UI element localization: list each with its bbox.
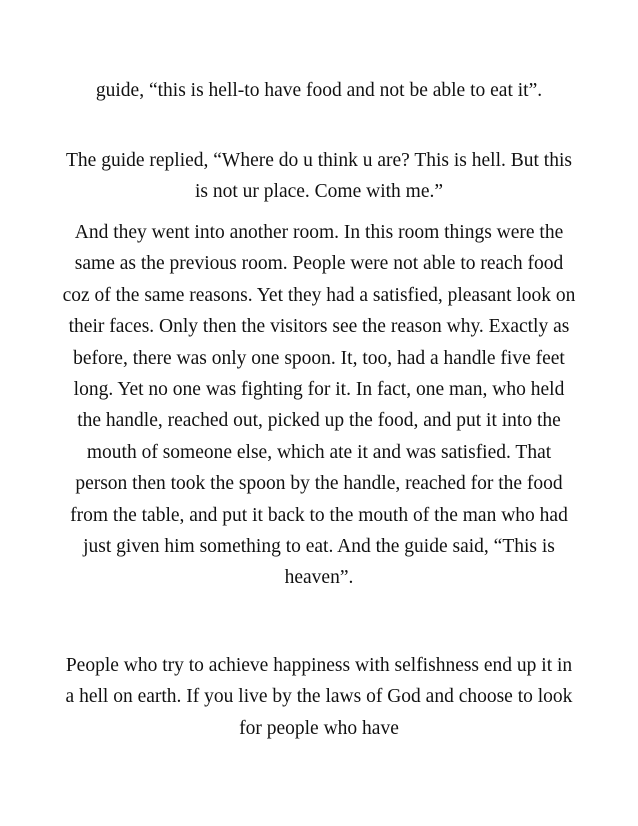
paragraph-heaven-room: And they went into another room. In this room things were the same as the previous room. People were not able to reach food coz of the same reasons. Yet they had a satisfied, pleasant look on their faces. Only then the visitors see the reason why. Exactly as before, there was only one spoon. It, too, had a handle five feet long. Yet no one was fighting for it. In fact, one man, who held the handle, reached out, picked up the food, and put it into the mouth of someone else, which ate it and was satisfied. That person then took the spoon by the handle, reached for the food from the table, and put it back to the mouth of the man who had just given him something to eat. And the guide said, “This is heaven”. [62,222,576,589]
paragraph-moral: People who try to achieve happiness with selfishness end up it in a hell on earth. If you live by the laws of God and choose to look for people who have [65,655,573,739]
paragraph-guide-reply: The guide replied, “Where do u think u are? This is hell. But this is not ur place. Come with me.” [66,150,572,203]
paragraph-hell-ending: guide, “this is hell-to have food and not be able to eat it”. [95,80,543,101]
